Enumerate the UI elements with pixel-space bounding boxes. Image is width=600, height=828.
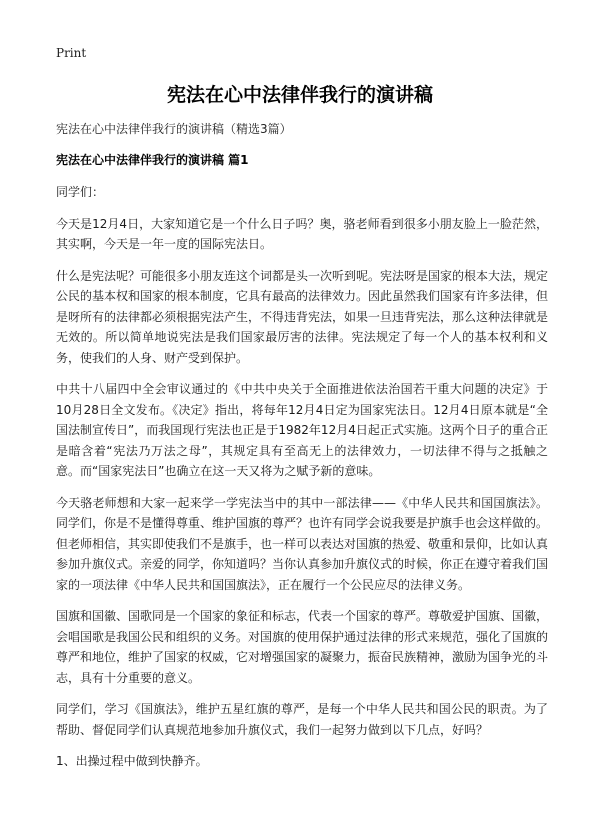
salutation-paragraph: 同学们： <box>56 185 105 199</box>
body-paragraph: 今天是12月4日，大家知道它是一个什么日子吗？奥，骆老师看到很多小朋友脸上一脸茫然，其实啊，今天是一年一度的国际宪法日。 <box>56 216 548 251</box>
article-body <box>56 182 548 783</box>
body-paragraph: 什么是宪法呢？可能很多小朋友连这个词都是头一次听到呢。宪法呀是国家的根本大法，规定公民的基本权和国家的根本制度，它具有最高的法律效力。因此虽然我们国家有许多法律，但是呀所有的法律都必须根据宪法产生，不得违背宪法，如果一旦违背宪法，那么这种法律就是无效的。所以简单地说宪法是我们国家最厉害的法律。宪法规定了每一个人的基本权利和义务，使我们的人身、财产受到保护。 <box>56 268 549 365</box>
section-heading: 宪法在心中法律伴我行的演讲稿 篇1 <box>56 153 249 167</box>
list-item: 1、出操过程中做到快静齐。 <box>56 754 208 768</box>
page-title: 宪法在心中法律伴我行的演讲稿 <box>166 84 433 106</box>
document-subtitle: 宪法在心中法律伴我行的演讲稿（精选3篇） <box>56 122 292 136</box>
body-paragraph: 同学们，学习《国旗法》，维护五星红旗的尊严，是每一个中华人民共和国公民的职责。为了帮助、督促同学们认真规范地参加升旗仪式，我们一起努力做到以下几点，好吗？ <box>56 702 548 737</box>
body-paragraph: 今天骆老师想和大家一起来学一学宪法当中的其中一部法律——《中华人民共和国国旗法》。同学们，你是不是懂得尊重、维护国旗的尊严？也许有同学会说我要是护旗手也会这样做的。但老师相信，其实即使我们不是旗手，也一样可以表达对国旗的热爱、敬重和景仰，比如认真参加升旗仪式。亲爱的同学，你知道吗？当你认真参加升旗仪式的时候，你正在遵守着我们国家的一项法律《中华人民共和国国旗法》，正在履行一个公民应尽的法律义务。 <box>56 495 549 592</box>
body-paragraph: 国旗和国徽、国歌同是一个国家的象征和标志，代表一个国家的尊严。尊敬爱护国旗、国徽，会唱国歌是我国公民和组织的义务。对国旗的使用保护通过法律的形式来规范，强化了国旗的尊严和地位，维护了国家的权威，它对增强国家的凝聚力，振奋民族精神，激励为国争光的斗志，具有十分重要的意义。 <box>56 609 549 685</box>
print-link[interactable]: Print <box>56 46 87 60</box>
body-paragraph: 中共十八届四中全会审议通过的《中共中央关于全面推进依法治国若干重大问题的决定》于10月28日全文发布。《决定》指出，将每年12月4日定为国家宪法日。12月4日原本就是“全国法制宣传日”，而我国现行宪法也正是于1982年12月4日起正式实施。这两个日子的重合正是暗含着“宪法乃万法之母”，其规定具有至高无上的法律效力，一切法律不得与之抵触之意。而“国家宪法日”也确立在这一天又将为之赋予新的意味。 <box>56 382 548 478</box>
